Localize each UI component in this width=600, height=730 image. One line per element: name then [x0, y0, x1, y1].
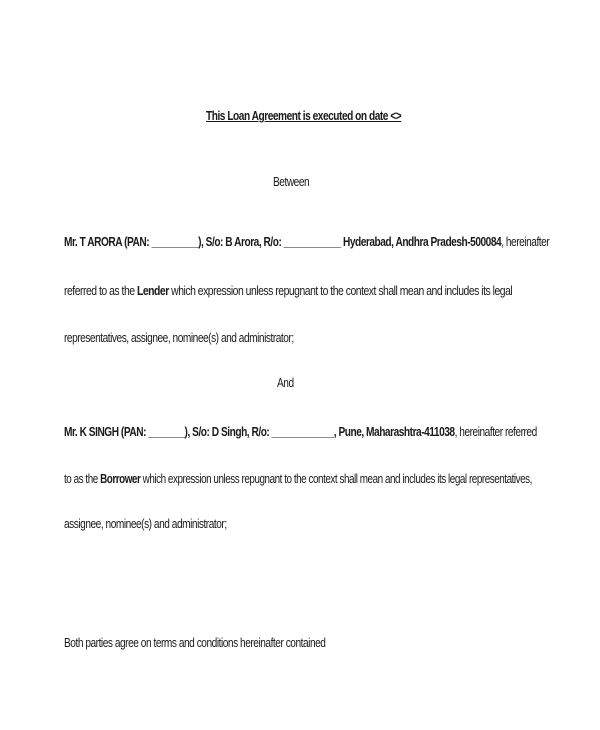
borrower-line-2-b: which expression unless repugnant to the context shall mean and includes its legal representatives,	[140, 471, 532, 486]
borrower-line-2	[64, 471, 532, 486]
lender-line-2-a: referred to as the	[64, 283, 137, 298]
borrower-line-1-rest: , hereinafter referred	[454, 424, 537, 439]
lender-line-3: representatives, assignee, nominee(s) and administrator;	[64, 330, 294, 345]
borrower-line-1	[64, 424, 537, 439]
lender-line-2-b: which expression unless repugnant to the context shall mean and includes its legal	[168, 283, 513, 298]
lender-identity: Mr. T ARORA (PAN: _________), S/o: B Arora, R/o: ___________ Hyderabad, Andhra Pradesh-500084	[64, 234, 502, 249]
lender-line-1-rest: , hereinafter	[501, 234, 550, 249]
and-heading: And	[277, 375, 294, 390]
borrower-term: Borrower	[100, 471, 141, 486]
borrower-identity: Mr. K SINGH (PAN: _______), S/o: D Singh, R/o: ____________, Pune, Maharashtra-411038	[64, 424, 455, 439]
borrower-line-2-a: to as the	[64, 471, 101, 486]
lender-term: Lender	[136, 283, 169, 298]
closing-statement: Both parties agree on terms and conditions hereinafter contained	[64, 635, 326, 650]
borrower-line-3: assignee, nominee(s) and administrator;	[64, 516, 227, 531]
lender-line-2	[64, 283, 512, 298]
lender-line-1	[64, 234, 549, 249]
between-heading: Between	[273, 174, 310, 189]
agreement-title: This Loan Agreement is executed on date <>	[206, 108, 402, 123]
